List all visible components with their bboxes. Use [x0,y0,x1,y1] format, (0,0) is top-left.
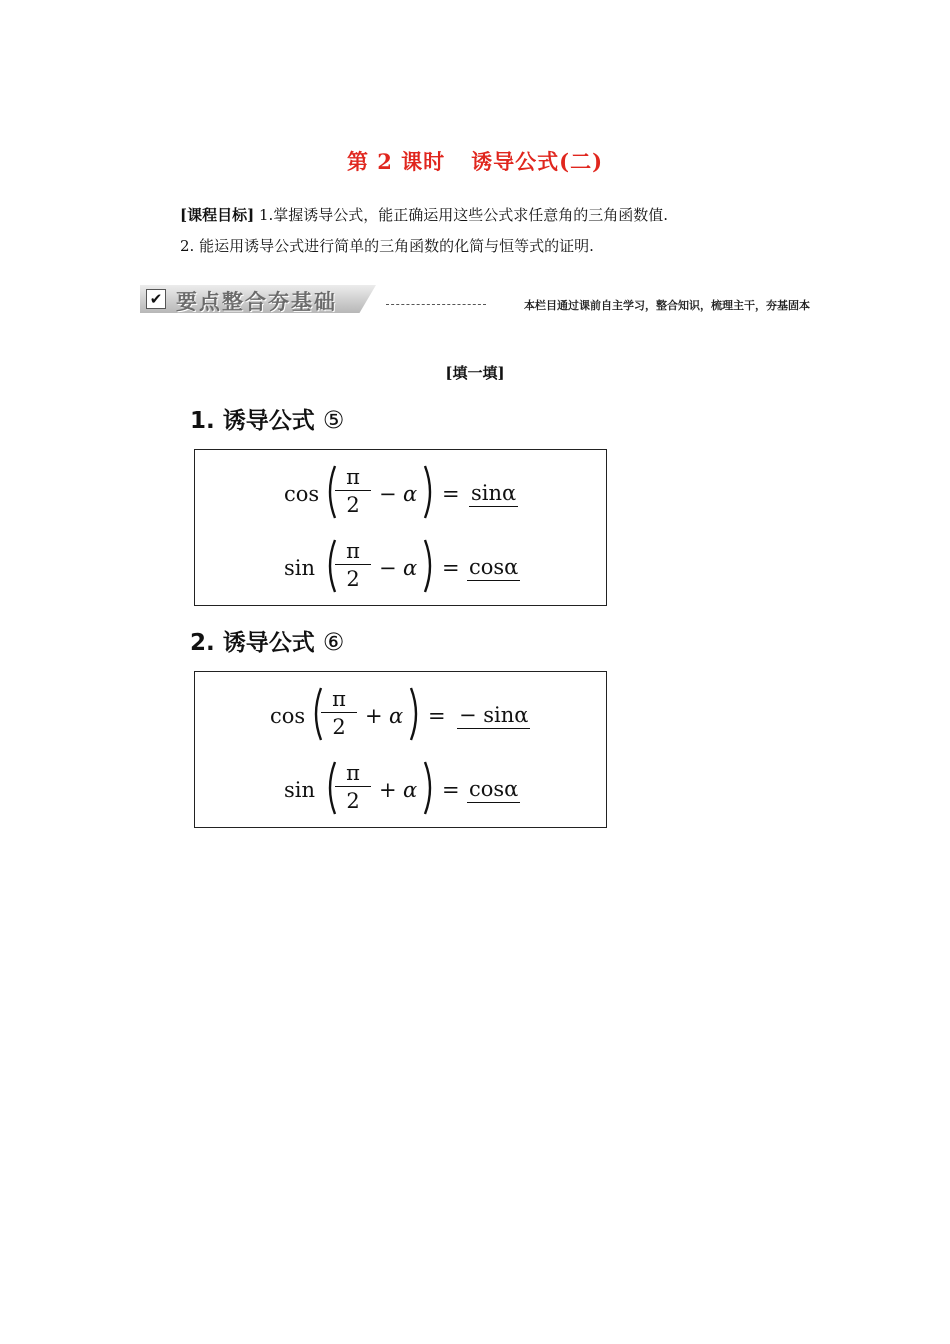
right-paren [423,538,437,594]
formula-row [195,756,606,826]
answer-blank: cosα [469,555,519,579]
circled-number: ⑤ [322,406,345,434]
answer-blank: sinα [471,481,517,505]
objective-line-1 [180,200,668,231]
course-objectives [180,200,668,262]
function-name: cos [270,704,306,728]
variable: α [403,482,418,506]
objective-tag: [课程目标] [180,206,255,224]
banner-title: 要点整合夯基础 [176,290,337,314]
right-paren [409,686,423,742]
formula-box-1 [194,449,607,606]
section-heading-1 [190,402,344,435]
operator: − [379,482,397,506]
formula-box-2 [194,671,607,828]
function-name: cos [284,482,320,506]
variable: α [389,704,404,728]
section-heading-text: 2. 诱导公式 [190,630,315,656]
function-name: sin [284,556,316,580]
section-heading-2 [190,624,344,657]
fraction: π 2 [321,686,357,741]
operator: + [379,778,397,802]
page-title [0,146,950,176]
answer-blank: − sinα [459,703,529,727]
banner-note: 本栏目通过课前自主学习，整合知识，梳理主干，夯基固本 [524,299,810,312]
section-heading-text: 1. 诱导公式 [190,408,315,434]
objective-line-2: 2. 能运用诱导公式进行简单的三角函数的化简与恒等式的证明. [180,237,594,255]
equals-sign: = [428,704,446,728]
function-name: sin [284,778,316,802]
operator: + [365,704,383,728]
banner-divider [386,304,486,305]
formula-row [195,534,606,604]
variable: α [403,556,418,580]
objective-text-1: 1.掌握诱导公式，能正确运用这些公式求任意角的三角函数值. [254,206,669,224]
fill-in-title: [填一填] [445,364,505,382]
right-paren [423,760,437,816]
circled-number: ⑥ [322,628,345,656]
fraction: π 2 [335,538,371,593]
variable: α [403,778,418,802]
formula-row [195,682,606,752]
title-topic: 诱导公式(二) [471,149,604,174]
formula-row [195,460,606,530]
operator: − [379,556,397,580]
fraction: π 2 [335,760,371,815]
equals-sign: = [442,556,460,580]
equals-sign: = [442,778,460,802]
section-banner [140,285,810,315]
check-icon: ✔ [146,289,166,309]
right-paren [423,464,437,520]
equals-sign: = [442,482,460,506]
fraction: π 2 [335,464,371,519]
answer-blank: cosα [469,777,519,801]
title-lesson: 第 2 课时 [346,149,446,174]
